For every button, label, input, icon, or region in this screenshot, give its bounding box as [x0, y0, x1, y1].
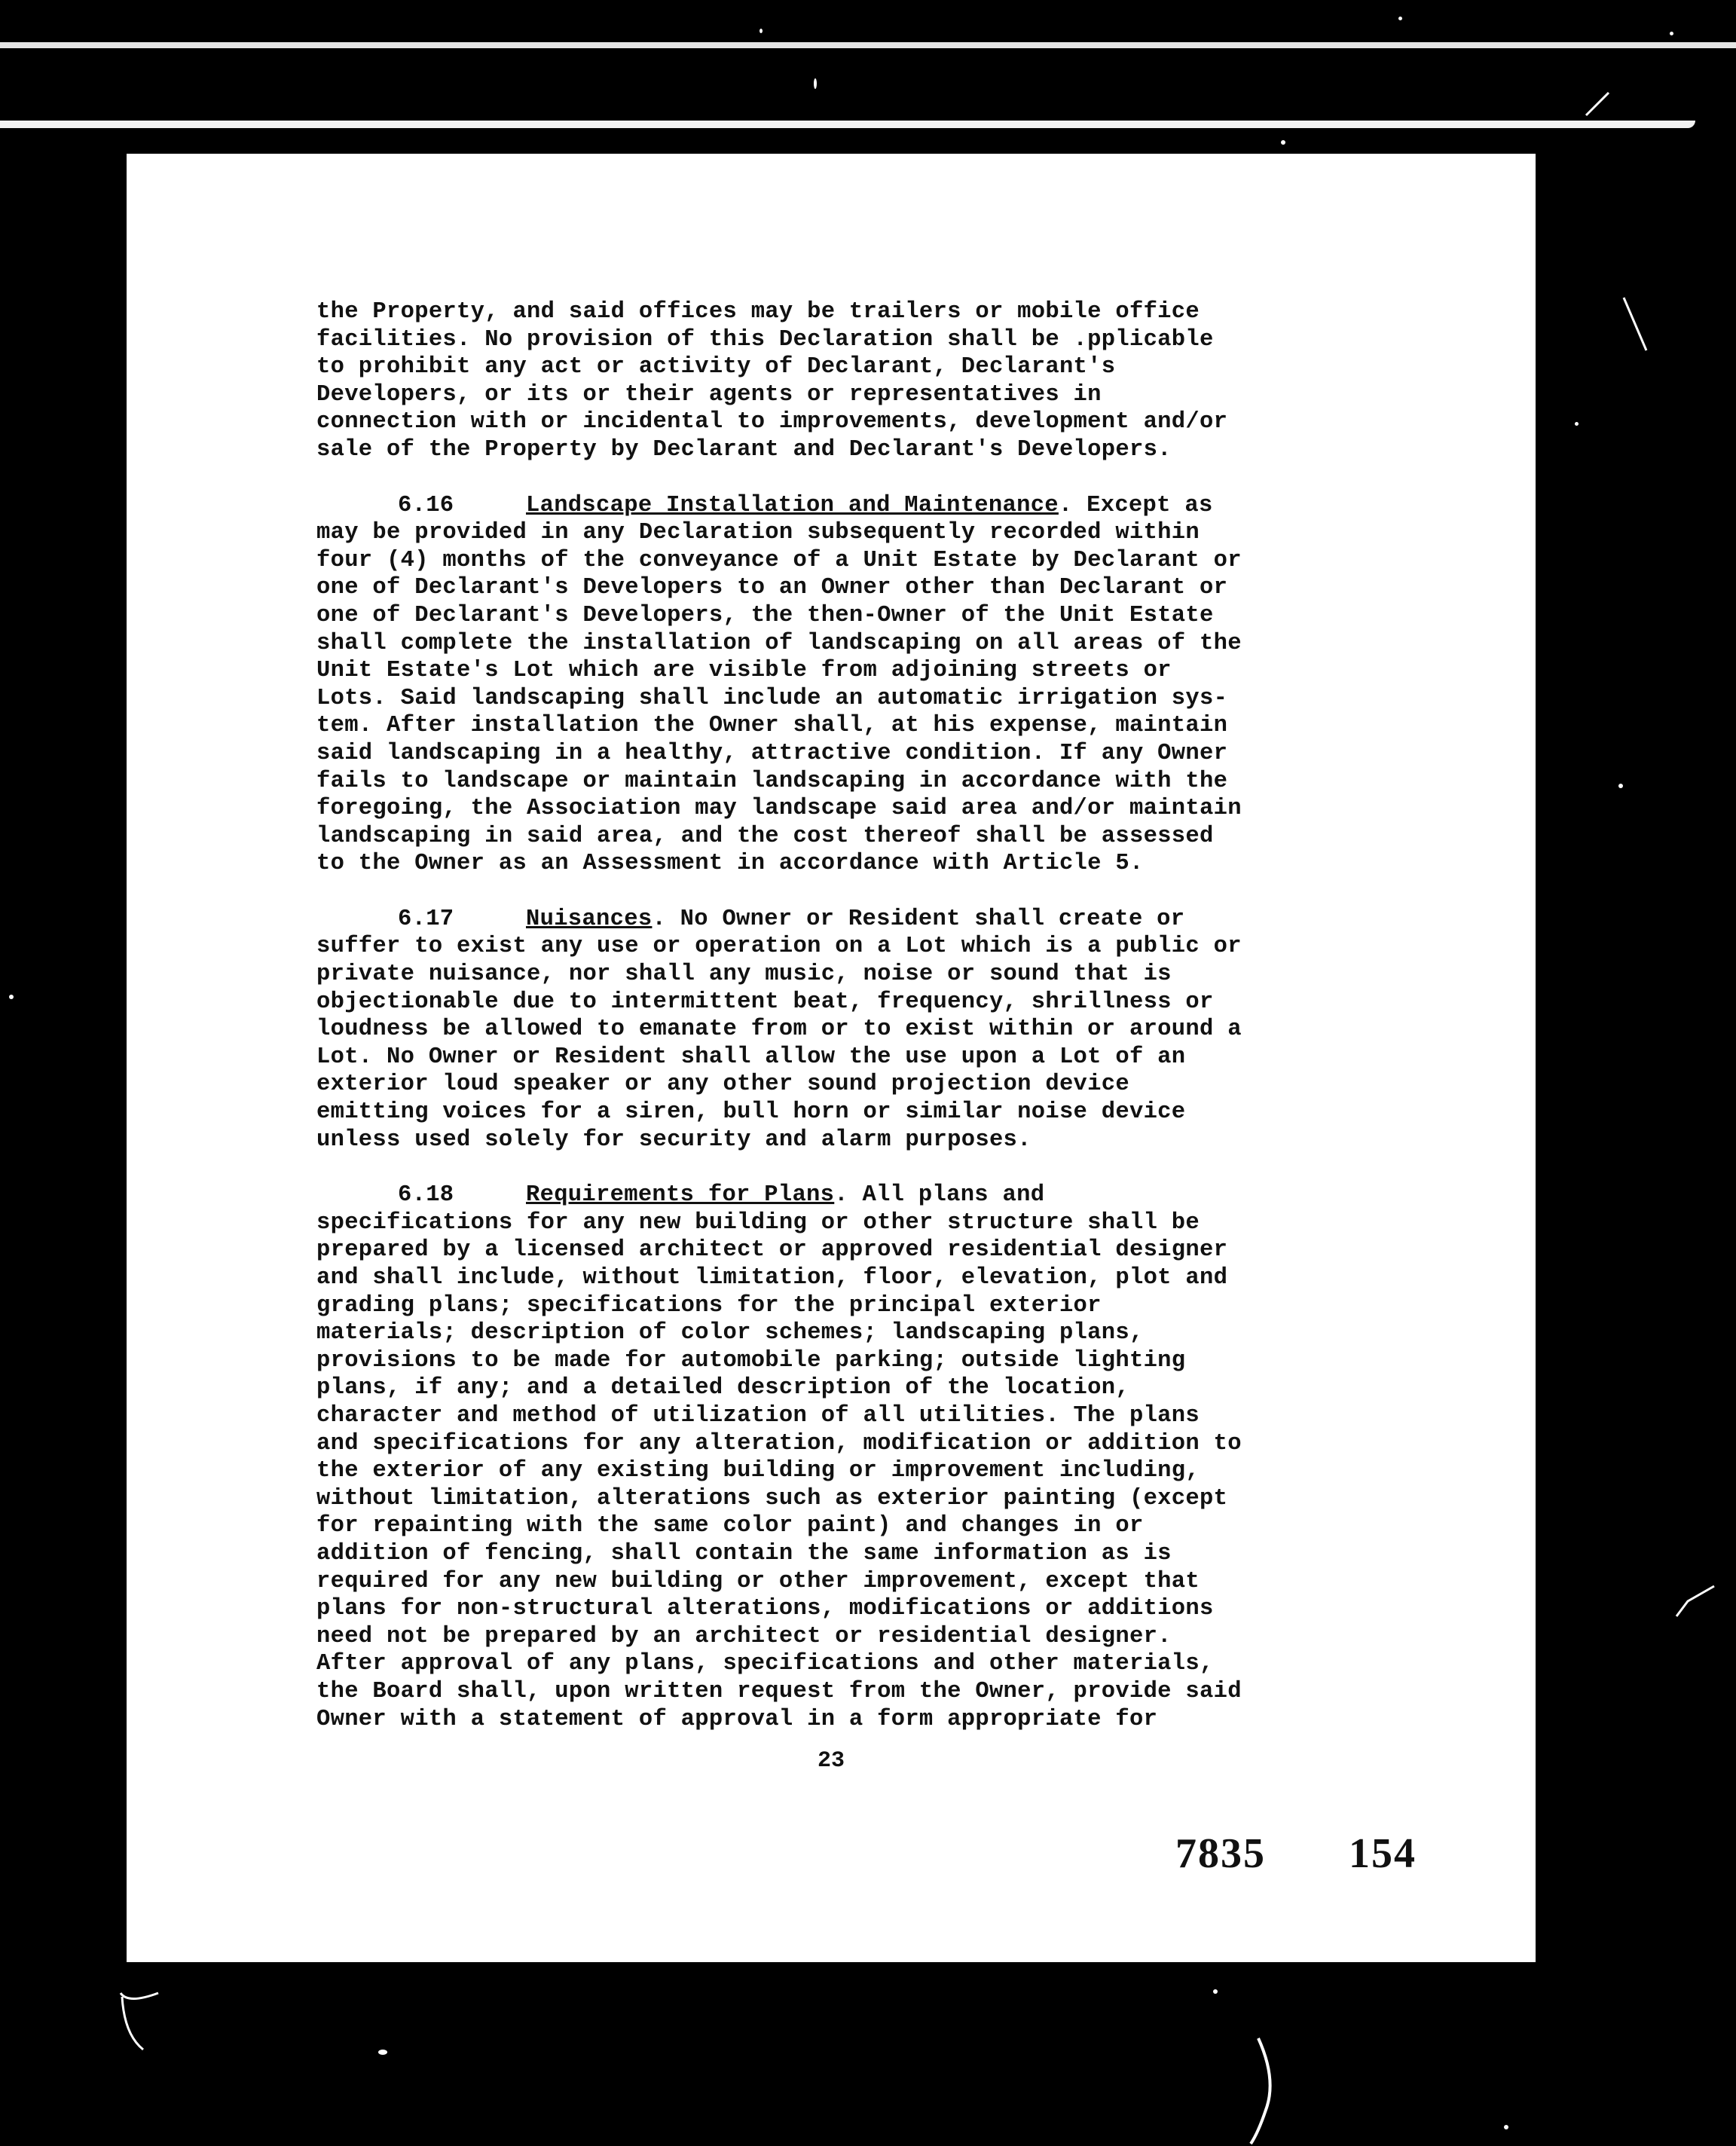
recording-stamp-book: 7835 [1175, 1830, 1266, 1877]
section-6-18 [316, 1182, 1447, 1733]
document-page [127, 154, 1536, 1962]
scan-border-line [0, 42, 1736, 48]
scan-speck [1504, 2125, 1508, 2129]
section-heading: Landscape Installation and Maintenance [526, 492, 1059, 518]
scan-scratch [1673, 1582, 1718, 1620]
section-body: . All plans and specifications for any new building or other structure shall be prepared by a licensed architect or approved residential designer and shall include, without limitation, floor, elevation, plot and grading plans; specifications for the principal exterior materials; description of color schemes; landscaping plans, provisions to be made for automobile parking; outside lighting plans, if any; and a detailed description of the location, character and method of utilization of all utilities. The plans and specifications for any alteration, modification or addition to the exterior of any existing building or improvement including, without limitation, alterations such as exterior painting (except for repainting with the same color paint) and changes in or addition of fencing, shall contain the same information as is required for any new building or other improvement, except that plans for non-structural alterations, modifications or additions need not be prepared by an architect or residential designer. After approval of any plans, specifications and other materials, the Board shall, upon written request from the Owner, provide said Owner with a statement of approval in a form appropriate for [316, 1182, 1242, 1732]
scan-speck [1618, 784, 1623, 788]
section-number: 6.18 [398, 1182, 454, 1209]
scan-speck [1575, 422, 1579, 426]
section-heading: Nuisances [526, 906, 653, 932]
scan-speck [1213, 1989, 1218, 1994]
scan-scratch [1582, 89, 1612, 119]
section-body: . Except as may be provided in any Declaration subsequently recorded within four (4) months of the conveyance of a Unit Estate by Declarant or one of Declarant's Developers to an Owner other than Declarant or one of Declarant's Developers, the then-Owner of the Unit Estate shall complete the installation of landscaping on all areas of the Unit Estate's Lot which are visible from adjoining streets or Lots. Said landscaping shall include an automatic irrigation sys- tem. After installation the Owner shall, at his expense, maintain said landscaping in a healthy, attractive condition. If any Owner fails to landscape or maintain landscaping in accordance with the foregoing, the Association may landscape said area and/or maintain landscaping in said area, and the cost thereof shall be assessed to the Owner as an Assessment in accordance with Article 5. [316, 492, 1242, 877]
recording-stamp-page: 154 [1349, 1830, 1417, 1877]
scan-speck [760, 29, 763, 33]
scan-speck [9, 995, 14, 999]
scan-speck [378, 2050, 387, 2055]
section-number: 6.17 [398, 906, 454, 932]
section-number: 6.16 [398, 492, 454, 518]
scan-scratch [1620, 294, 1650, 354]
scan-border-line [0, 121, 1695, 128]
scan-speck [814, 78, 817, 89]
scan-scratch [1236, 2034, 1281, 2146]
section-6-16 [316, 492, 1447, 878]
section-heading: Requirements for Plans [526, 1182, 835, 1209]
scan-speck [1281, 140, 1285, 145]
body-text [316, 298, 1447, 1761]
page-number: 23 [817, 1748, 845, 1774]
scan-scratch [113, 1989, 173, 2057]
scan-speck [1670, 32, 1673, 35]
section-6-17 [316, 906, 1447, 1154]
scan-speck [1398, 17, 1402, 20]
intro-paragraph: the Property, and said offices may be trailers or mobile office facilities. No provision of this Declaration shall be .pplicable to prohibit any act or activity of Declarant, Declarant's Developers, or its or their agents or representatives in connection with or incidental to improvements, development and/or sale of the Property by Declarant and Declarant's Developers. [316, 299, 1228, 463]
section-body: . No Owner or Resident shall create or suffer to exist any use or operation on a Lot which is a public or private nuisance, nor shall any music, noise or sound that is objectionable due to intermittent beat, frequency, shrillness or loudness be allowed to emanate from or to exist within or around a Lot. No Owner or Resident shall allow the use upon a Lot of an exterior loud speaker or any other sound projection device emitting voices for a siren, bull horn or similar noise device unless used solely for security and alarm purposes. [316, 906, 1242, 1153]
